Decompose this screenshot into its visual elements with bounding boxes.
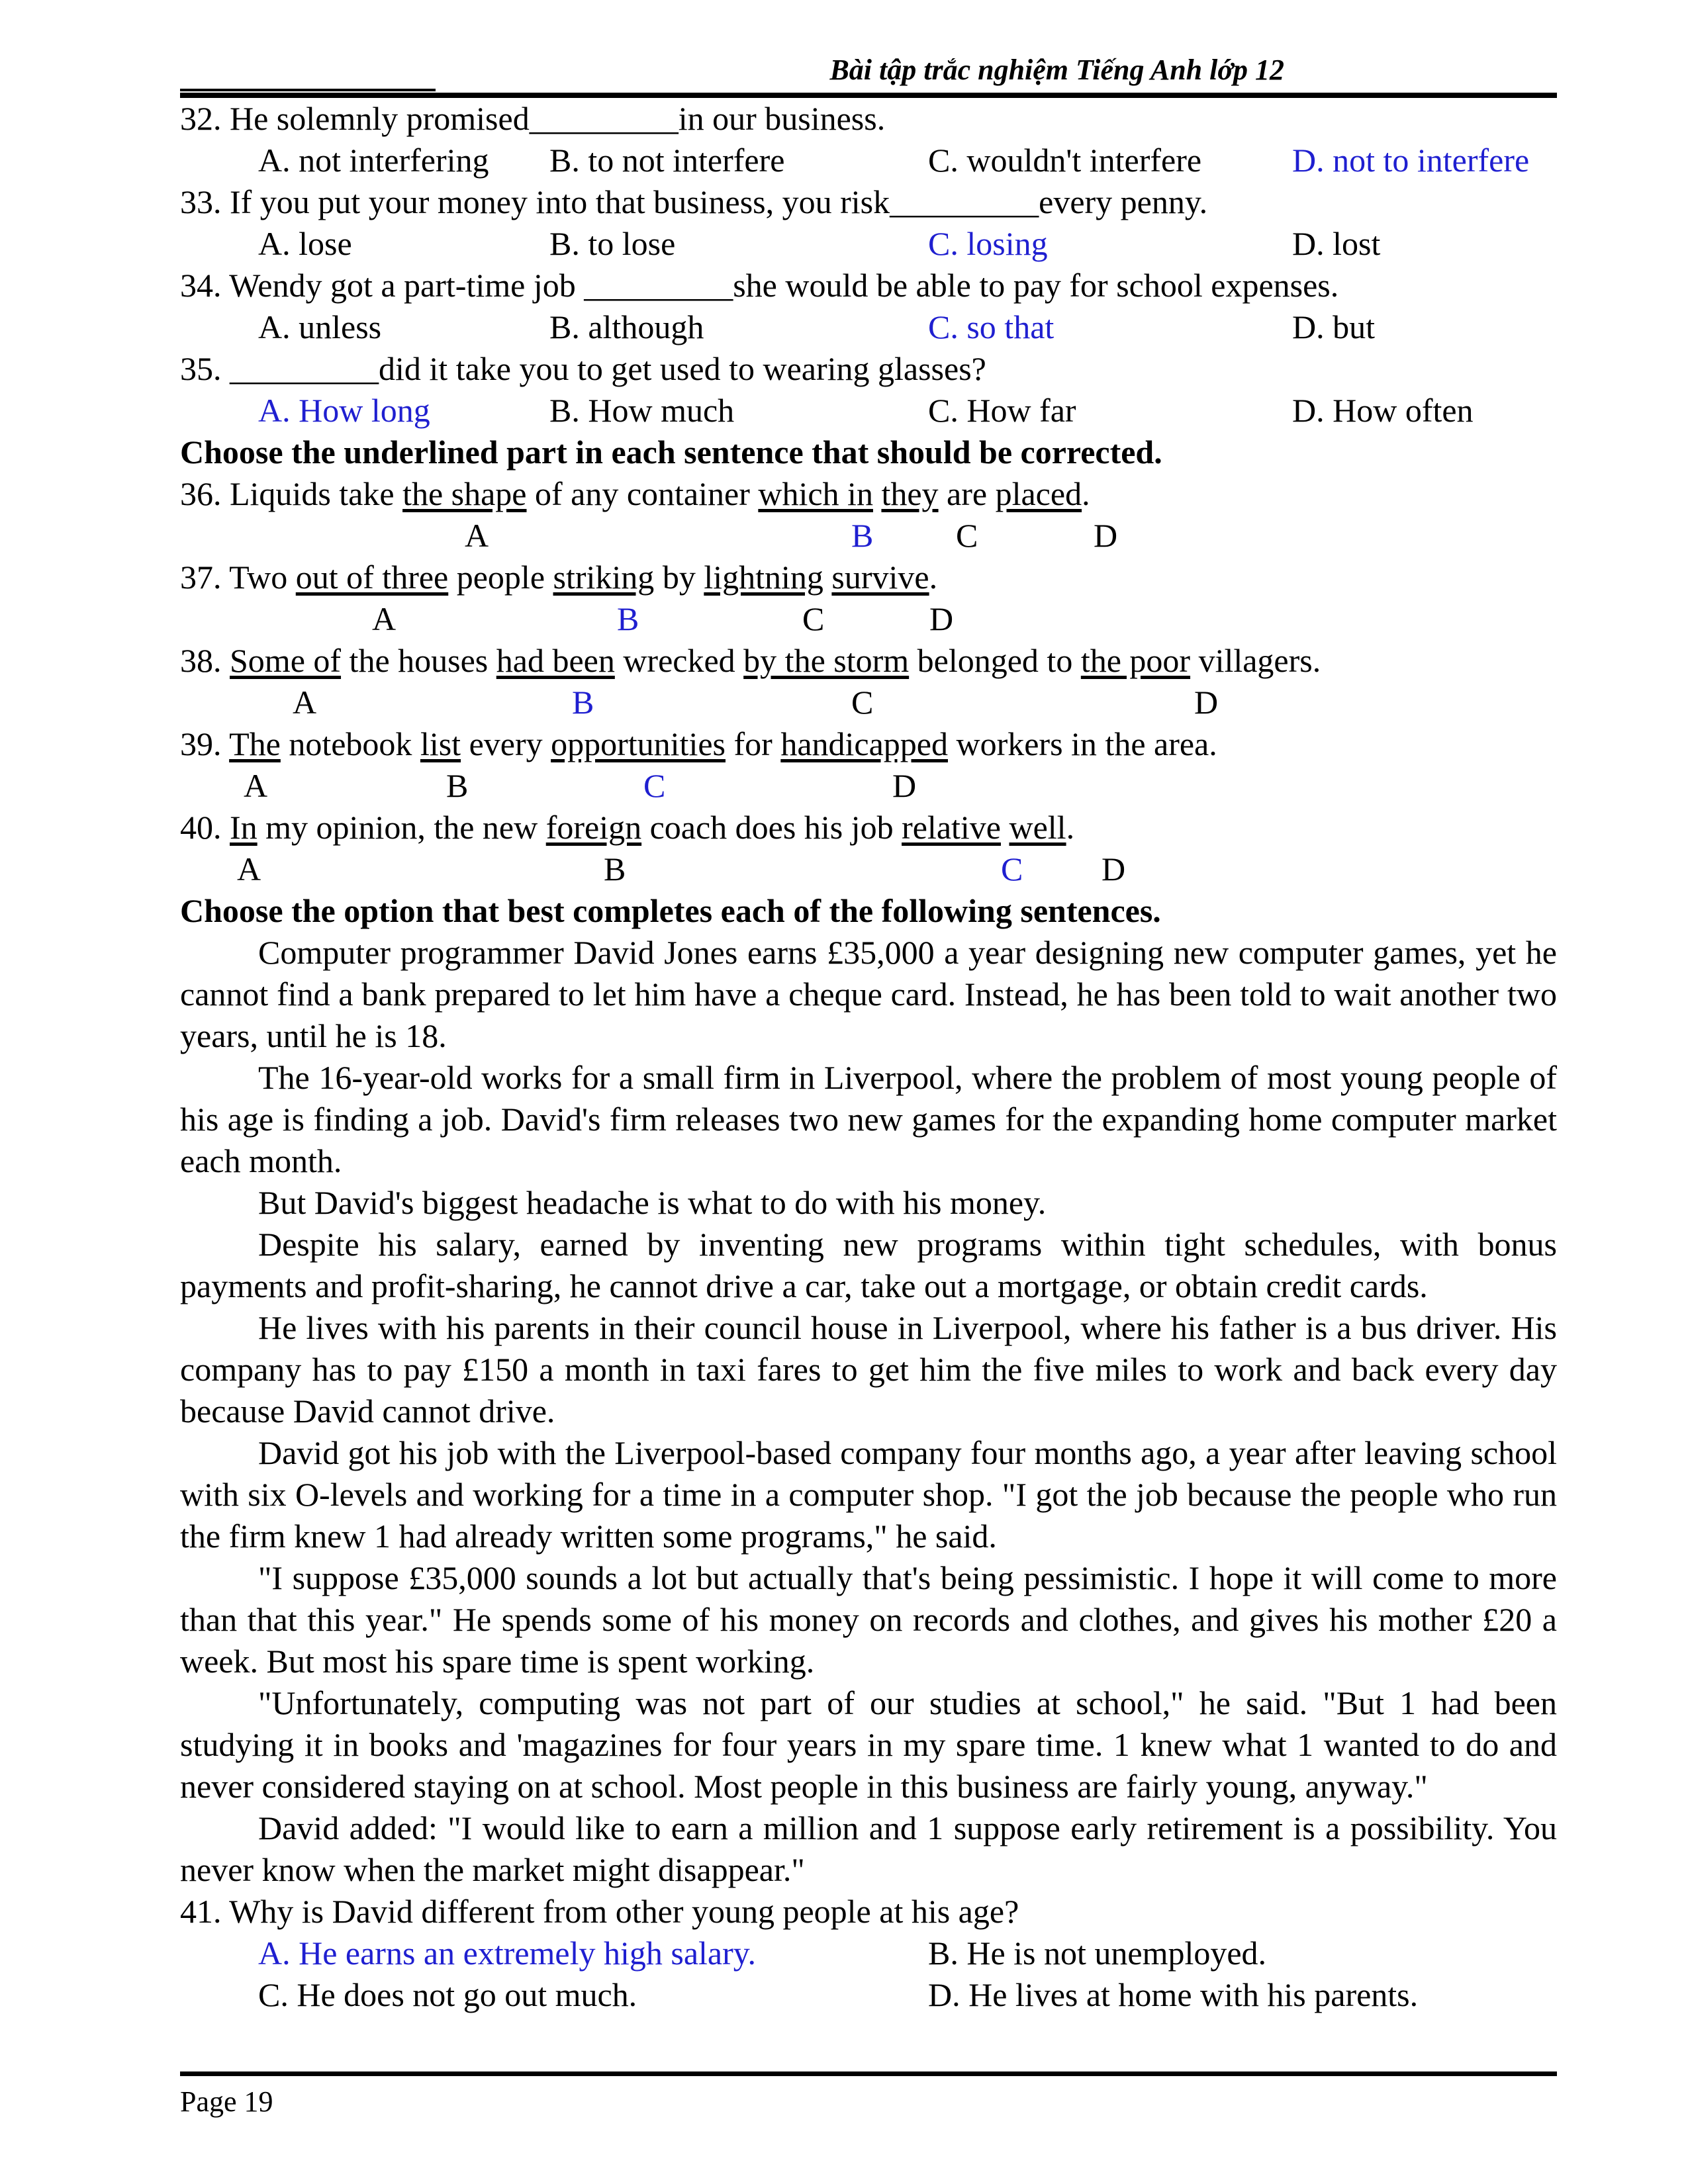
passage-paragraph: "Unfortunately, computing was not part of our studies at school," he said. "But 1 had been studying it in books and 'magazines for four years in my spare time. 1 knew what 1 wanted to do and never considered staying on at school. Most people in this business are fairly young, anyway." xyxy=(180,1684,1557,1805)
option-d: D. He lives at home with his parents. xyxy=(928,1976,1419,2013)
question-36-letters xyxy=(180,515,1557,557)
question-38-letters xyxy=(180,682,1557,723)
letter-b-answer: B xyxy=(572,684,594,721)
letter-c: C xyxy=(956,517,978,554)
question-36-sentence: 36. Liquids take the shape of any container which in they are placed. xyxy=(180,475,1090,512)
letter-a: A xyxy=(372,600,397,637)
option-a: A. unless xyxy=(258,308,382,345)
letter-c-answer: C xyxy=(643,767,666,804)
section-heading-error-correction: Choose the underlined part in each sentence that should be corrected. xyxy=(180,433,1162,471)
passage-paragraph: Despite his salary, earned by inventing new programs within tight schedules, with bonus payments and profit-sharing, he cannot drive a car, take out a mortgage, or obtain credit cards. xyxy=(180,1226,1557,1304)
letter-d: D xyxy=(1102,850,1126,887)
header-left-rule xyxy=(180,89,436,91)
option-b: B. How much xyxy=(549,392,735,429)
option-a-answer: A. How long xyxy=(258,392,430,429)
question-33-options xyxy=(180,223,1557,265)
question-41-stem: 41. Why is David different from other young people at his age? xyxy=(180,1893,1019,1930)
underlined-a: out of three xyxy=(295,559,449,596)
underlined-b: foreign xyxy=(545,809,642,846)
option-c: C. How far xyxy=(928,392,1076,429)
underlined-c: relative xyxy=(902,809,1001,846)
question-40-letters xyxy=(180,848,1557,890)
option-b: B. although xyxy=(549,308,704,345)
underlined-c: opportunities xyxy=(551,725,726,762)
question-37-letters xyxy=(180,598,1557,640)
letter-a: A xyxy=(244,767,268,804)
page-content xyxy=(180,98,1557,2016)
option-b: B. to not interfere xyxy=(549,142,785,179)
option-a: A. lose xyxy=(258,225,352,262)
underlined-a: In xyxy=(230,809,258,846)
underlined-d: the poor xyxy=(1080,642,1191,679)
passage-paragraph: "I suppose £35,000 sounds a lot but actually that's being pessimistic. I hope it will come to more than that this year." He spends some of his money on records and clothes, and gives his mother £20 a week. But most his spare time is spent working. xyxy=(180,1559,1557,1680)
passage-paragraph: David got his job with the Liverpool-based company four months ago, a year after leaving school with six O-levels and working for a time in a computer shop. "I got the job because the people who run the firm knew 1 had already written some programs," he said. xyxy=(180,1434,1557,1555)
underlined-b: list xyxy=(420,725,461,762)
letter-d: D xyxy=(929,600,954,637)
passage-paragraph: David added: "I would like to earn a million and 1 suppose early retirement is a possibility. You never know when the market might disappear." xyxy=(180,1809,1557,1888)
option-a-answer: A. He earns an extremely high salary. xyxy=(258,1934,757,1972)
option-d: D. lost xyxy=(1292,225,1381,262)
passage-paragraph: But David's biggest headache is what to do with his money. xyxy=(258,1184,1047,1221)
option-b: B. He is not unemployed. xyxy=(928,1934,1267,1972)
underlined-b: striking xyxy=(553,559,655,596)
option-c: C. He does not go out much. xyxy=(258,1976,637,2013)
letter-d: D xyxy=(1194,684,1219,721)
underlined-b: had been xyxy=(496,642,615,679)
letter-b: B xyxy=(446,767,469,804)
letter-c-answer: C xyxy=(1001,850,1023,887)
question-32-stem: 32. He solemnly promised_________in our business. xyxy=(180,100,886,137)
page-number: Page 19 xyxy=(180,2085,273,2118)
option-a: A. not interfering xyxy=(258,142,489,179)
underlined-c: they xyxy=(881,475,939,512)
passage-paragraph: He lives with his parents in their council house in Liverpool, where his father is a bus driver. His company has to pay £150 a month in taxi fares to get him the five miles to work and back every day because David cannot drive. xyxy=(180,1309,1557,1430)
underlined-d: placed xyxy=(995,475,1082,512)
question-41-options-row2 xyxy=(180,1974,1557,2016)
letter-d: D xyxy=(892,767,917,804)
underlined-a: The xyxy=(229,725,281,762)
question-34-options xyxy=(180,306,1557,348)
option-d-answer: D. not to interfere xyxy=(1292,142,1530,179)
underlined-d: survive xyxy=(831,559,929,596)
question-38-sentence: 38. Some of the houses had been wrecked by the storm belonged to the poor villagers. xyxy=(180,642,1321,679)
letter-b-answer: B xyxy=(851,517,874,554)
underlined-d: handicapped xyxy=(780,725,948,762)
question-35-options xyxy=(180,390,1557,432)
section-heading-complete-sentences: Choose the option that best completes each of the following sentences. xyxy=(180,892,1161,929)
underlined-c: by the storm xyxy=(743,642,910,679)
letter-b: B xyxy=(604,850,626,887)
question-37-sentence: 37. Two out of three people striking by lightning survive. xyxy=(180,559,938,596)
underlined-a: the shape xyxy=(402,475,527,512)
underlined-a: Some of xyxy=(230,642,342,679)
letter-d: D xyxy=(1094,517,1118,554)
passage-paragraph: The 16-year-old works for a small firm in Liverpool, where the problem of most young people of his age is finding a job. David's firm releases two new games for the expanding home computer market each month. xyxy=(180,1059,1557,1179)
question-39-sentence: 39. The notebook list every opportunities for handicapped workers in the area. xyxy=(180,725,1217,762)
option-b: B. to lose xyxy=(549,225,676,262)
question-32-options xyxy=(180,140,1557,181)
question-34-stem: 34. Wendy got a part-time job _________she would be able to pay for school expenses. xyxy=(180,267,1339,304)
underlined-d: well xyxy=(1009,809,1066,846)
question-39-letters xyxy=(180,765,1557,807)
letter-c: C xyxy=(851,684,874,721)
header-rule xyxy=(180,93,1557,98)
option-d: D. but xyxy=(1292,308,1375,345)
footer-rule xyxy=(180,2071,1557,2076)
option-c-answer: C. losing xyxy=(928,225,1048,262)
option-c: C. wouldn't interfere xyxy=(928,142,1202,179)
question-41-options-row1 xyxy=(180,1933,1557,1974)
header-title: Bài tập trắc nghiệm Tiếng Anh lớp 12 xyxy=(829,54,1284,86)
passage-paragraph: Computer programmer David Jones earns £35,000 a year designing new computer games, yet he cannot find a bank prepared to let him have a cheque card. Instead, he has been told to wait another two years, until he is 18. xyxy=(180,934,1557,1054)
option-d: D. How often xyxy=(1292,392,1474,429)
underlined-b: which in xyxy=(758,475,873,512)
letter-a: A xyxy=(293,684,317,721)
letter-a: A xyxy=(465,517,489,554)
question-35-stem: 35. _________did it take you to get used to wearing glasses? xyxy=(180,350,986,387)
underlined-c: lightning xyxy=(704,559,823,596)
letter-b-answer: B xyxy=(617,600,639,637)
question-33-stem: 33. If you put your money into that business, you risk_________every penny. xyxy=(180,183,1208,220)
letter-c: C xyxy=(802,600,825,637)
option-c-answer: C. so that xyxy=(928,308,1055,345)
letter-a: A xyxy=(237,850,261,887)
question-40-sentence: 40. In my opinion, the new foreign coach does his job relative well. xyxy=(180,809,1075,846)
